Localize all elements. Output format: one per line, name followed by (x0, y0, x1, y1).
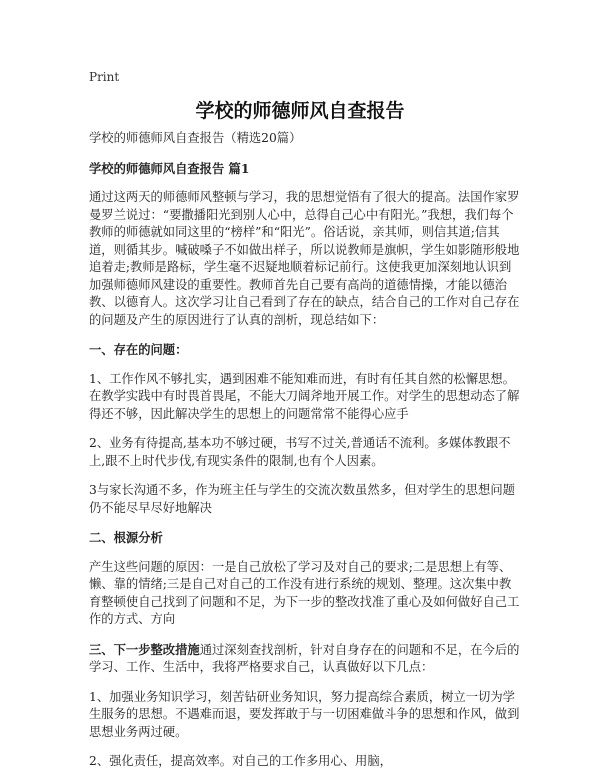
section-title: 学校的师德师风自查报告 篇1 (89, 160, 250, 176)
paragraph-measure-1: 1、加强业务知识学习，刻苦钻研业务知识，努力提高综合素质，树立一切为学生服务的思想。不遇难而退，要发挥敢于与一切困难做斗争的思想和作风，做到思想业务两过硬。 (89, 689, 520, 739)
paragraph-problem-3: 3与家长沟通不多，作为班主任与学生的交流次数虽然多，但对学生的思想问题仍不能尽早尽好地解决 (89, 483, 515, 515)
page-title: 学校的师德师风自查报告 (195, 100, 405, 122)
paragraph-measures-intro (89, 641, 521, 677)
print-link[interactable]: Print (89, 70, 120, 84)
measures-intro-text: 通过深刻查找剖析，针对自身存在的问题和不足，在今后的学习、工作、生活中，我将严格要求自己，认真做好以下几点： (89, 642, 520, 674)
document-subtitle: 学校的师德师风自查报告（精选20篇） (89, 131, 302, 145)
document-body (89, 130, 521, 783)
heading-root-cause: 二、根源分析 (89, 530, 163, 545)
paragraph-measure-2: 2、强化责任，提高效率。对自己的工作多用心、用脑， (89, 754, 392, 768)
paragraph-problem-1: 1、工作作风不够扎实，遇到困难不能知难而进，有时有任其自然的松懈思想。在教学实践中有时畏首畏尾，不能大刀阔斧地开展工作。对学生的思想动态了解得还不够，因此解决学生的思想上的问题常常不能得心应手 (89, 371, 520, 421)
heading-problems: 一、存在的问题： (89, 342, 188, 357)
intro-paragraph: 通过这两天的师德师风整顿与学习，我的思想觉悟有了很大的提高。法国作家罗曼罗兰说过：“要撒播阳光到别人心中，总得自己心中有阳光。”我想，我们每个教师的师德就如同这里的“榜样”和“阳光”。俗话说，亲其师，则信其道;信其道，则循其步。喊破嗓子不如做出样子，所以说教师是旗帜，学生如影随形般地追着走;教师是路标，学生毫不迟疑地顺着标记前行。这使我更加深刻地认识到加强师德师风建设的重要性。教师首先自己要有高尚的道德情操，才能以德治教、以德育人。这次学习让自己看到了存在的缺点，结合自己的工作对自己存在的问题及产生的原因进行了认真的剖析，现总结如下： (89, 190, 520, 327)
paragraph-root-cause: 产生这些问题的原因：一是自己放松了学习及对自己的要求;二是思想上有等、懒、靠的情绪;三是自己对自己的工作没有进行系统的规划、整理。这次集中教育整顿使自己找到了问题和不足，为下一步的整改找准了重心及如何做好自己工作的方式、方向 (89, 559, 520, 626)
paragraph-problem-2: 2、业务有待提高,基本功不够过硬，书写不过关,普通话不流利。多媒体教跟不上,跟不上时代步伐,有现实条件的限制,也有个人因素。 (89, 436, 511, 468)
heading-measures: 三、下一步整改措施 (89, 641, 200, 657)
